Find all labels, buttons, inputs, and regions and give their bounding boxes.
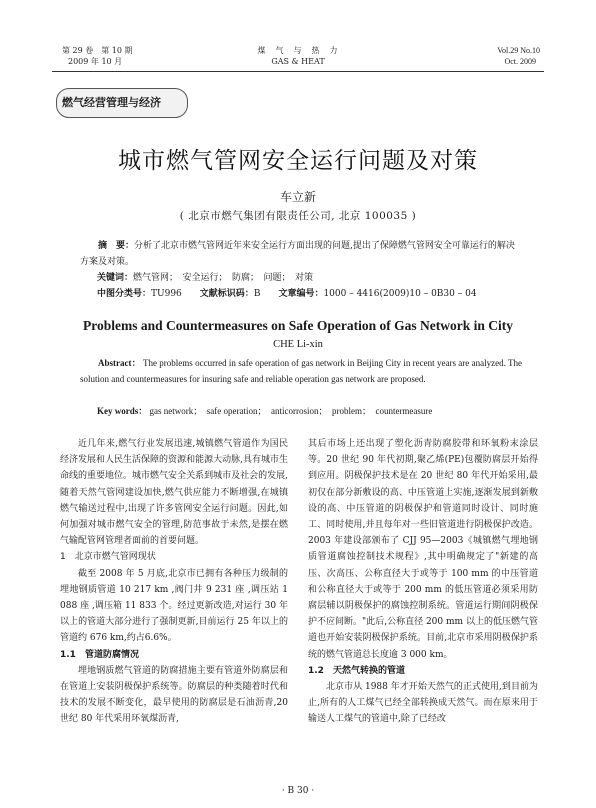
subsection-1-2-paragraph: 北京市从 1988 年才开始天然气的正式使用,到目前为止,所有的人工煤气已经全部转换成天然气。而在原来用于输送人工煤气的管道中,除了已经改 <box>308 682 538 725</box>
classification-line <box>97 286 537 302</box>
section-1-paragraph: 截至 2008 年 5 月底,北京市已拥有各种压力级制的埋地钢质管道 10 217 km ,阀门井 9 231 座 ,调压站 1 088 座 ,调压箱 11 833 个。经过更新改造,对运行 30 年以上的管道大部分进行了强制更新,目前运行 25 年以上的管道约 676 km,约占6.6%。 <box>60 568 288 644</box>
article-number-label: 文章编号： <box>278 289 324 299</box>
abstract-cn-label: 摘 要： <box>98 241 135 251</box>
header-volume-issue: 第 29 卷 第 10 期 <box>62 46 133 55</box>
keywords-cn-label: 关键词： <box>97 273 134 283</box>
section-tag: 燃气经营管理与经济 <box>62 96 161 109</box>
subsection-1-1-heading: 1.1 管道防腐情况 <box>60 649 139 660</box>
clc-value: TU996 <box>151 289 182 299</box>
header-rule <box>52 71 544 72</box>
abstract-en-label: Abstract： <box>98 358 141 368</box>
author-affiliation: ( 北京市燃气集团有限责任公司, 北京 100035 ) <box>179 210 417 222</box>
header-journal-en: GAS & HEAT <box>271 57 325 66</box>
intro-paragraph: 近几年来,燃气行业发展迅速,城镇燃气管道作为国民经济发展和人民生活保障的资源和能源大动脉,具有城市生命线的重要地位。城市燃气安全关系到城市及社会的发展,随着天然气管网建设加快,燃气供应能力不断增强,在城镇燃气输送过程中,出现了许多管网安全运行问题。因此,如何加强对城市燃气安全的管理,防范事故于未然,是摆在燃气输配管网管理者面前的首要问题。 <box>60 439 288 547</box>
header-volume-en: Vol.29 No.10 <box>497 46 540 55</box>
continued-paragraph: 其后市场上还出现了塑化沥青防腐胶带和环氧粉末涂层等。20 世纪 90 年代初期,聚乙烯(PE)包覆防腐层开始得到应用。阴极保护技术是在 20 世纪 80 年代开始采用,最初仅在部分新敷设的高、中压管道上实施,逐渐发展到新敷设的高、中压管道的阴极保护和管道同时设计、同时施工、同时使用,并且每年对一些旧管道进行阴极保护改造。2003 年建设部颁布了 CJJ 95—2003《城镇燃气埋地钢质管道腐蚀控制技术规程》,其中明确规定了"新建的高压、次高压、公称直径大于或等于 100 mm 的中压管道和公称直径大于或等于 200 mm 的低压管道必须采用防腐层辅以阴极保护的腐蚀控制系统。管道运行期间阴极保护不应间断。"此后,公称直径 200 mm 以上的低压燃气管道也开始安装阴极保护系统。目前,北京市采用阴极保护系统的燃气管道总长度逾 3 000 km。 <box>308 439 538 660</box>
doc-code-label: 文献标识码： <box>199 289 254 299</box>
keywords-cn-text: 燃气管网； 安全运行； 防腐； 问题； 对策 <box>133 273 314 283</box>
header-date-en: Oct. 2009 <box>504 57 536 66</box>
abstract-cn-text: 分析了北京市燃气管网近年来安全运行方面出现的问题,提出了保障燃气管网安全可靠运行的解决方案及对策。 <box>80 241 515 267</box>
doc-code-value: B <box>253 289 261 299</box>
body-right-column <box>308 436 538 728</box>
header-journal-cn: 煤 气 与 热 力 <box>257 46 339 55</box>
abstract-cn <box>80 238 522 270</box>
abstract-en-text: The problems occurred in safe operation of gas network in Beijing City in recent years are analyzed. The solution and countermeasures for insuring safe and reliable operation gas network are proposed. <box>80 358 522 384</box>
author-name-en: CHE Li-xin <box>273 339 323 350</box>
author-name: 车立新 <box>279 190 316 204</box>
subsection-1-1-paragraph: 埋地钢质燃气管道的防腐措施主要有管道外防腐层和在管道上安装阴极保护系统等。防腐层的种类随着时代和技术的发展不断变化，最早使用的防腐层是石油沥青,20 世纪 80 年代采用环氧煤沥青, <box>60 665 288 725</box>
keywords-cn <box>97 270 537 286</box>
article-title-en: Problems and Countermeasures on Safe Operation of Gas Network in City <box>83 318 513 333</box>
body-left-column <box>60 436 288 728</box>
abstract-en <box>80 355 522 387</box>
page-number: · B 30 · <box>281 786 315 796</box>
article-title: 城市燃气管网安全运行问题及对策 <box>118 148 478 174</box>
header-date-cn: 2009 年 10 月 <box>68 57 123 66</box>
subsection-1-2-heading: 1.2 天然气转换的管道 <box>308 665 405 676</box>
section-1-heading: 1 北京市燃气管网现状 <box>60 552 156 563</box>
keywords-en <box>97 404 537 417</box>
article-number-value: 1000 – 4416(2009)10 – 0B30 – 04 <box>323 289 477 299</box>
keywords-en-label: Key words： <box>97 406 148 416</box>
clc-label: 中图分类号： <box>97 289 152 299</box>
keywords-en-text: gas network； safe operation； anticorrosion； problem； countermeasure <box>149 406 433 416</box>
